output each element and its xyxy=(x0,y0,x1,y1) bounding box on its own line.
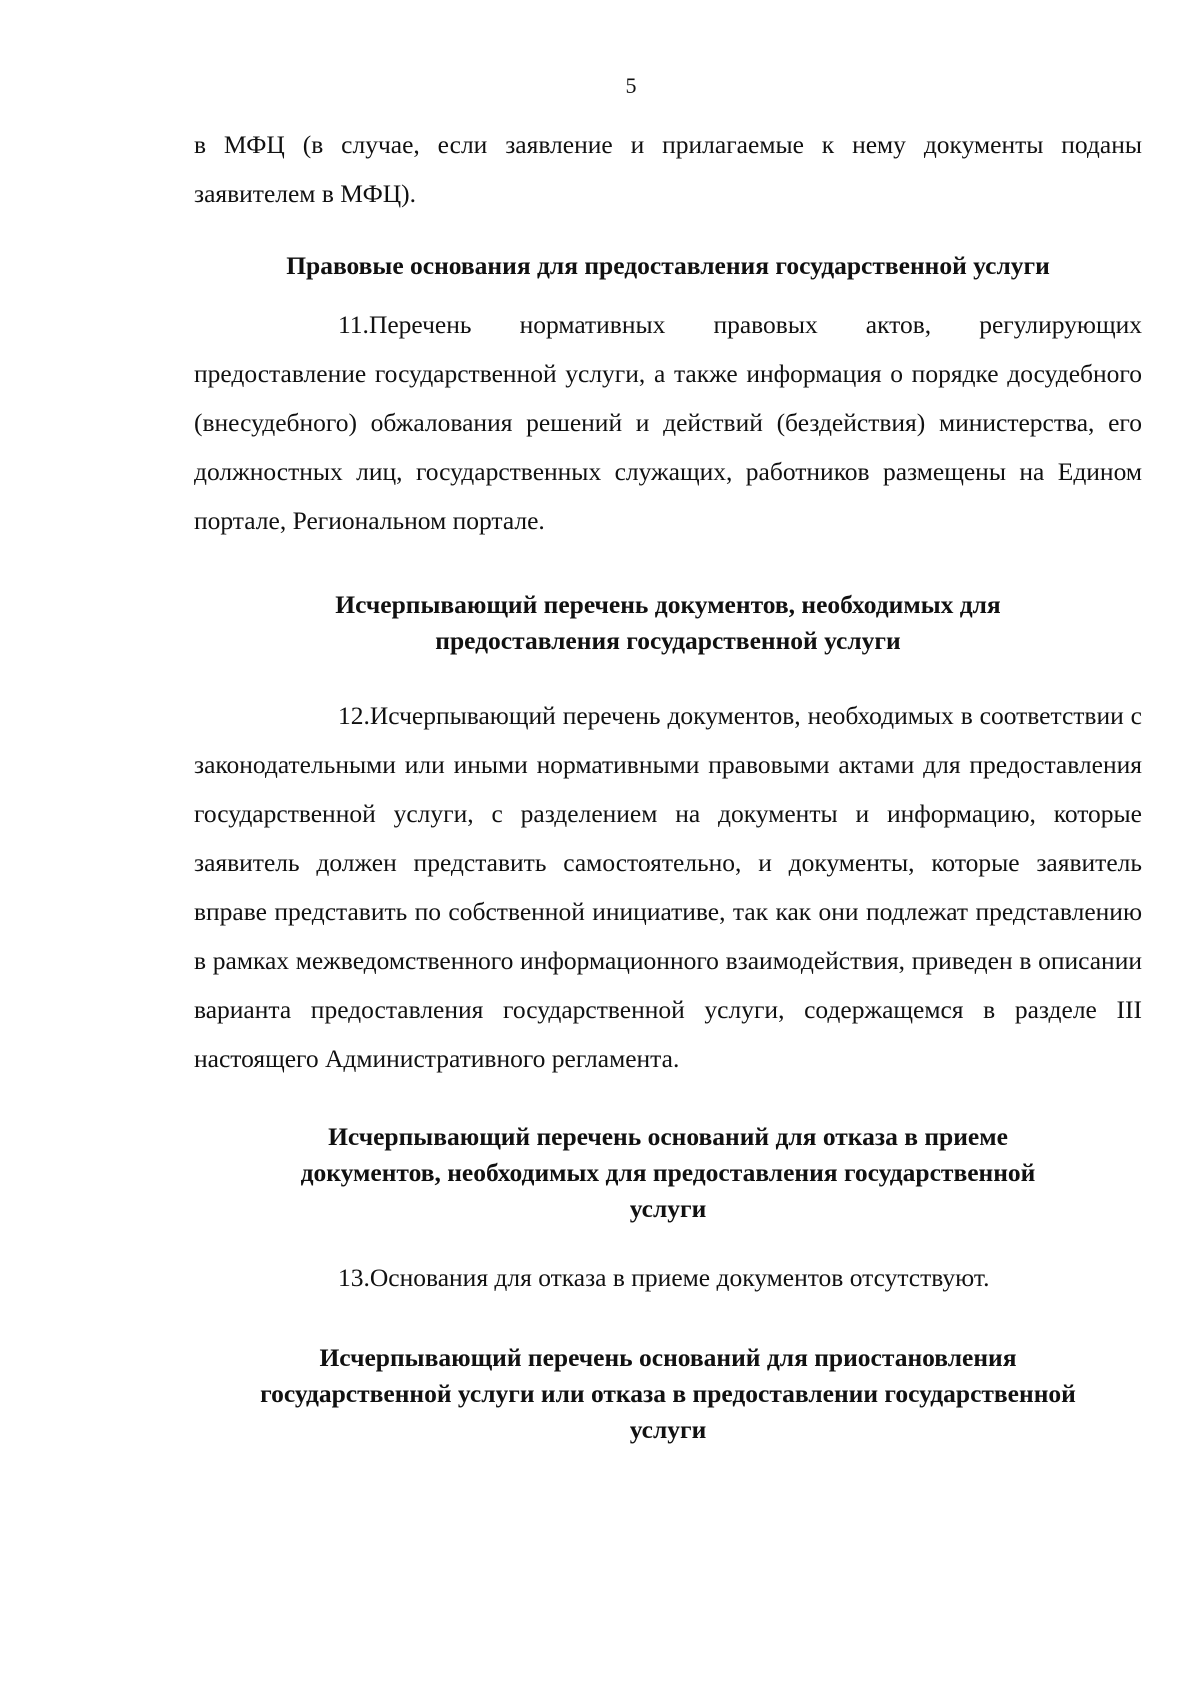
heading-line: документов, необходимых для предоставления государственной xyxy=(300,1158,1036,1187)
item-text: Основания для отказа в приеме документов отсутствуют. xyxy=(369,1263,990,1292)
heading-line: Исчерпывающий перечень документов, необходимых для xyxy=(335,590,1001,619)
item-number: 13. xyxy=(338,1263,370,1292)
continuation-paragraph: в МФЦ (в случае, если заявление и прилагаемые к нему документы поданы заявителем в МФЦ). xyxy=(194,130,1142,208)
heading-line: услуги xyxy=(629,1194,707,1223)
heading-line: предоставления государственной услуги xyxy=(435,626,901,655)
paragraph-item-12 xyxy=(194,691,1142,1083)
heading-line: услуги xyxy=(629,1415,707,1444)
heading-line: государственной услуги или отказа в предоставлении государственной xyxy=(260,1379,1076,1408)
item-text: Перечень нормативных правовых актов, регулирующих предоставление государственной услуги, а также информация о порядке досудебного (внесудебного) обжалования решений и действий (бездействия) министерства, его должностных лиц, государственных служащих, работников размещены на Едином портале, Региональном портале. xyxy=(194,310,1142,535)
document-body xyxy=(194,120,1142,1448)
heading-line: Исчерпывающий перечень оснований для отказа в приеме xyxy=(328,1122,1008,1151)
section-heading-refusal-grounds xyxy=(194,1119,1142,1227)
section-heading-documents-list xyxy=(194,587,1142,659)
page-number: 5 xyxy=(625,73,637,98)
item-number: 11. xyxy=(338,310,369,339)
section-heading-suspension-grounds xyxy=(194,1340,1142,1448)
item-number: 12. xyxy=(338,701,370,730)
section-heading-legal-basis xyxy=(194,248,1142,284)
heading-line: Правовые основания для предоставления государственной услуги xyxy=(286,251,1050,280)
item-text: Исчерпывающий перечень документов, необходимых в соответствии с законодательными или иными нормативными правовыми актами для предоставления государственной услуги, с разделением на документы и информацию, которые заявитель должен представить самостоятельно, и документы, которые заявитель вправе представить по собственной инициативе, так как они подлежат представлению в рамках межведомственного информационного взаимодействия, приведен в описании варианта предоставления государственной услуги, содержащемся в разделе III настоящего Административного регламента. xyxy=(194,701,1142,1073)
paragraph-item-11 xyxy=(194,300,1142,545)
paragraph-item-13 xyxy=(194,1253,1142,1302)
heading-line: Исчерпывающий перечень оснований для приостановления xyxy=(319,1343,1017,1372)
